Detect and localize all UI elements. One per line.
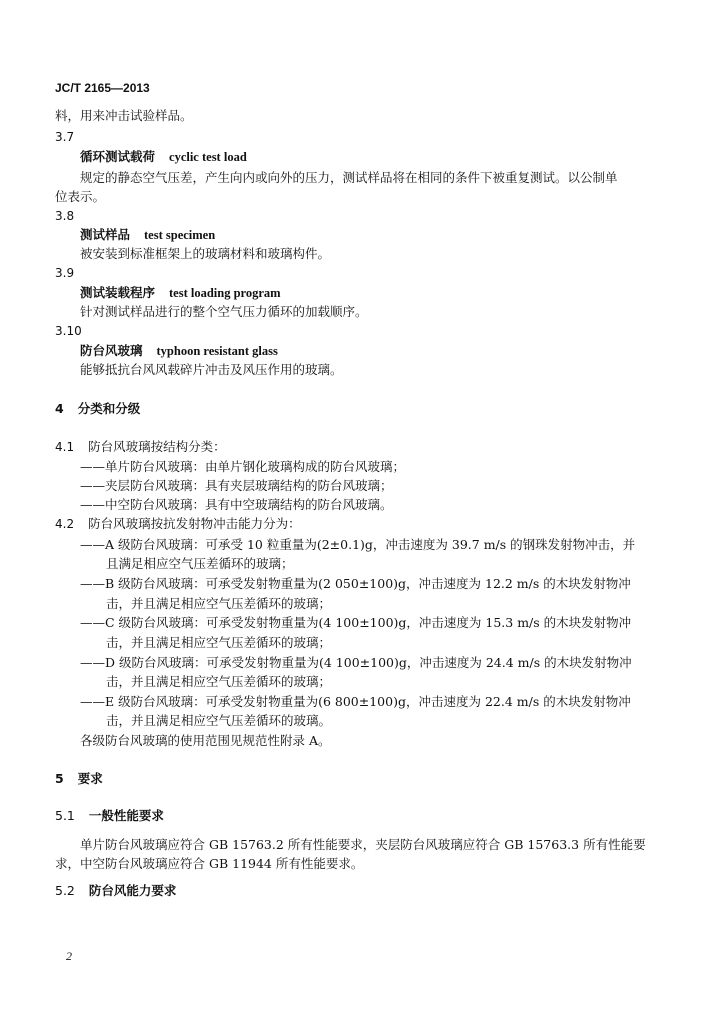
term-number: 3.7 xyxy=(55,130,75,144)
term-english: typhoon resistant glass xyxy=(156,344,278,358)
term-chinese: 防台风玻璃 xyxy=(80,343,143,358)
section-heading xyxy=(55,771,103,787)
subsection-number: 5.2 xyxy=(55,883,75,898)
subsection-number: 5.1 xyxy=(55,808,75,823)
section-title: 要求 xyxy=(77,771,103,786)
term-number: 3.8 xyxy=(55,209,75,223)
clause-text: 防台风玻璃按抗发射物冲击能力分为： xyxy=(88,516,301,531)
list-item-continuation: 且满足相应空气压差循环的玻璃； xyxy=(106,556,294,571)
paragraph-line: 单片防台风玻璃应符合 GB 15763.2 所有性能要求，夹层防台风玻璃应符合 GB 15763.3 所有性能要 xyxy=(80,837,646,852)
section-number: 5 xyxy=(55,771,64,786)
term-definition: 位表示。 xyxy=(55,189,106,204)
list-item: ——B 级防台风玻璃：可承受发射物重量为(2 050±100)g，冲击速度为 12.2 m/s 的木块发射物冲 xyxy=(80,576,631,591)
list-item-continuation: 击，并且满足相应空气压差循环的玻璃； xyxy=(106,674,332,689)
list-item: ——D 级防台风玻璃：可承受发射物重量为(4 100±100)g，冲击速度为 24.4 m/s 的木块发射物冲 xyxy=(80,655,632,670)
term-heading xyxy=(80,285,281,301)
term-number: 3.9 xyxy=(55,266,75,280)
subsection-title: 防台风能力要求 xyxy=(88,883,177,898)
term-definition: 能够抵抗台风风载碎片冲击及风压作用的玻璃。 xyxy=(80,362,343,377)
list-item-continuation: 击，并且满足相应空气压差循环的玻璃； xyxy=(106,596,332,611)
continuation-line: 料，用来冲击试验样品。 xyxy=(55,108,193,123)
term-chinese: 循环测试载荷 xyxy=(80,149,156,164)
list-item-continuation: 击，并且满足相应空气压差循环的玻璃； xyxy=(106,635,332,650)
term-number: 3.10 xyxy=(55,324,82,338)
list-item: ——A 级防台风玻璃：可承受 10 粒重量为(2±0.1)g，冲击速度为 39.7 m/s 的钢珠发射物冲击，并 xyxy=(80,537,636,552)
term-english: cyclic test load xyxy=(169,150,247,164)
clause-number: 4.2 xyxy=(55,517,75,531)
term-heading xyxy=(80,227,215,243)
term-definition: 被安装到标准框架上的玻璃材料和玻璃构件。 xyxy=(80,246,331,261)
standard-code-header: JC/T 2165—2013 xyxy=(55,81,150,95)
section-title: 分类和分级 xyxy=(77,401,141,416)
term-chinese: 测试样品 xyxy=(80,227,131,242)
subsection-title: 一般性能要求 xyxy=(88,808,164,823)
term-definition: 针对测试样品进行的整个空气压力循环的加载顺序。 xyxy=(80,304,368,319)
clause-note: 各级防台风玻璃的使用范围见规范性附录 A。 xyxy=(80,733,331,748)
list-item: ——C 级防台风玻璃：可承受发射物重量为(4 100±100)g，冲击速度为 15.3 m/s 的木块发射物冲 xyxy=(80,615,632,630)
term-heading xyxy=(80,149,247,165)
term-english: test specimen xyxy=(144,228,216,242)
subsection-heading xyxy=(55,883,176,899)
clause-4-1 xyxy=(55,439,226,455)
term-heading xyxy=(80,343,278,359)
clause-text: 防台风玻璃按结构分类： xyxy=(88,439,226,454)
section-number: 4 xyxy=(55,401,64,416)
term-english: test loading program xyxy=(169,286,281,300)
list-item: ——单片防台风玻璃：由单片钢化玻璃构成的防台风玻璃； xyxy=(80,459,406,474)
term-chinese: 测试装载程序 xyxy=(80,285,156,300)
term-definition: 规定的静态空气压差，产生向内或向外的压力，测试样品将在相同的条件下被重复测试。以公制单 xyxy=(80,170,618,185)
list-item: ——夹层防台风玻璃：具有夹层玻璃结构的防台风玻璃； xyxy=(80,478,393,493)
list-item: ——E 级防台风玻璃：可承受发射物重量为(6 800±100)g，冲击速度为 22.4 m/s 的木块发射物冲 xyxy=(80,694,631,709)
page-number: 2 xyxy=(66,949,72,963)
clause-4-2 xyxy=(55,516,301,532)
clause-number: 4.1 xyxy=(55,440,75,454)
list-item-continuation: 击，并且满足相应空气压差循环的玻璃。 xyxy=(106,713,332,728)
list-item: ——中空防台风玻璃：具有中空玻璃结构的防台风玻璃。 xyxy=(80,497,393,512)
paragraph-line: 求，中空防台风玻璃应符合 GB 11944 所有性能要求。 xyxy=(55,856,364,871)
subsection-heading xyxy=(55,808,164,824)
section-heading xyxy=(55,401,140,417)
